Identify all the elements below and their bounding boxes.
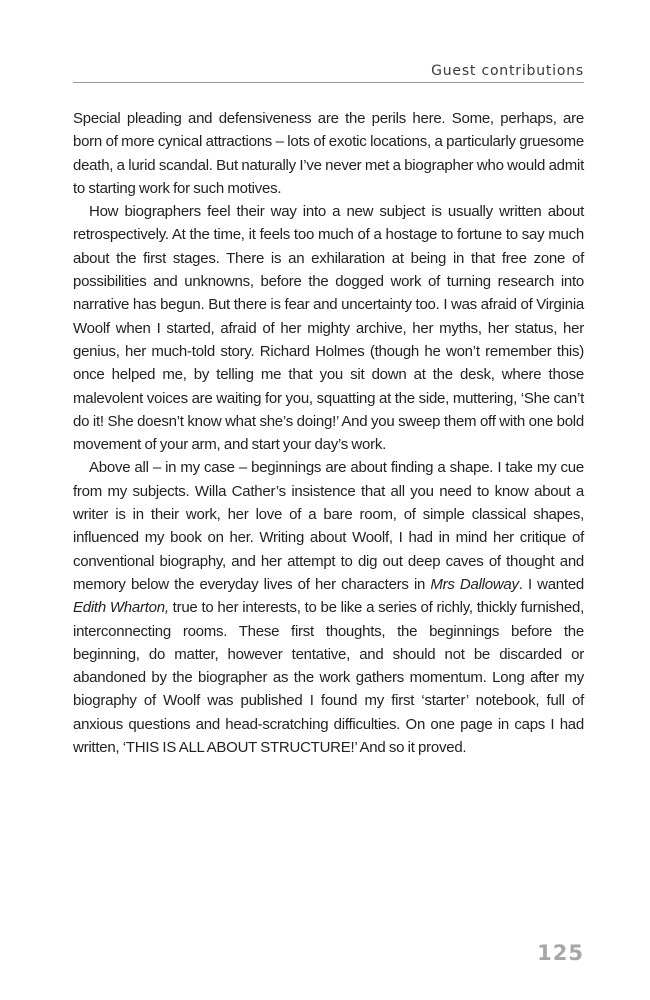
page-number: 125 [537, 941, 584, 965]
paragraph-3-text-b: . I wanted [518, 575, 585, 593]
paragraph-1: Special pleading and defensiveness are the perils here. Some, perhaps, are born of more cynical attractions – lots of exotic locations, a particularly gruesome death, a lurid scandal. But naturally I’ve never met a biographer who would admit to starting work for such motives. [73, 110, 584, 197]
running-head: Guest contributions [431, 63, 584, 79]
paragraph-3 [73, 456, 584, 759]
paragraph-3-text-a: Above all – in my case – beginnings are about finding a shape. I take my cue from my subjects. Willa Cather’s insistence that all you need to know about a writer is in their work, her love of a bare room, of simple classical shapes, influenced my book on her. Writing about Woolf, I had in mind her critique of conventional biography, and her attempt to dig out deep caves of thought and memory below the everyday lives of her characters in [73, 459, 584, 593]
body-text [73, 107, 584, 759]
paragraph-3-text-c: true to her interests, to be like a series of richly, thickly furnished, interconnecting rooms. These first thoughts, the beginnings before the beginning, do matter, however tentative, and should not be discarded or abandoned by the biographer as the work gathers momentum. Long after my biography of Woolf was published I found my first ‘starter’ notebook, full of anxious questions and head-scratching difficulties. On one page in caps I had written, ‘THIS IS ALL ABOUT STRUCTURE!’ And so it proved. [73, 599, 584, 757]
header-rule [73, 82, 584, 83]
book-title-edith-wharton: Edith Wharton, [73, 599, 169, 617]
paragraph-2: How biographers feel their way into a new subject is usually written about retrospectively. At the time, it feels too much of a hostage to fortune to say much about the first stages. There is an exhilaration at being in that free zone of possibilities and unknowns, before the dogged work of turning research into narrative has begun. But there is fear and uncertainty too. I was afraid of Virginia Woolf when I started, afraid of her mighty archive, her myths, her status, her genius, her much-told story. Richard Holmes (though he won’t remember this) once helped me, by telling me that you sit down at the desk, where those malevolent voices are waiting for you, squatting at the side, muttering, ‘She can’t do it! She doesn’t know what she’s doing!’ And you sweep them off with one bold movement of your arm, and start your day’s work. [73, 203, 584, 454]
book-title-mrs-dalloway: Mrs Dalloway [430, 575, 519, 593]
